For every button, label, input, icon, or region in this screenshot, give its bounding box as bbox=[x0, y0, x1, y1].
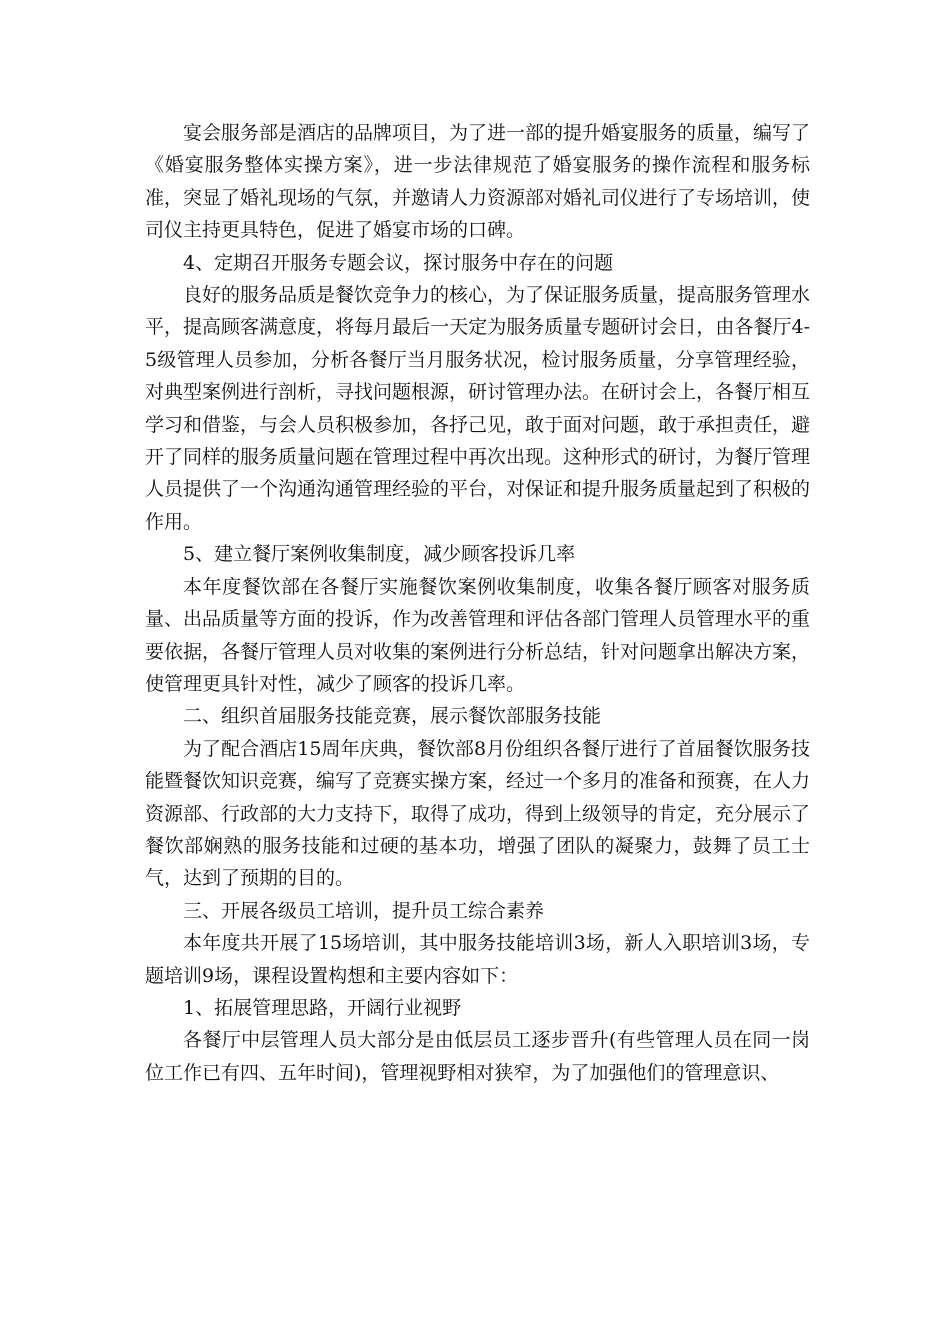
heading-case-collection: 5、建立餐厅案例收集制度，减少顾客投诉几率 bbox=[183, 543, 576, 566]
paragraph-case-collection: 本年度餐饮部在各餐厅实施餐饮案例收集制度，收集各餐厅顾客对服务质量、出品质量等方面的投诉，作为改善管理和评估各部门管理人员管理水平的重要依据，各餐厅管理人员对收集的案例进行分析总结，针对问题拿出解决方案，使管理更具针对性，减少了顾客的投诉几率。 bbox=[145, 575, 811, 695]
heading-staff-training: 三、开展各级员工培训，提升员工综合素养 bbox=[183, 899, 545, 922]
heading-skills-competition: 二、组织首届服务技能竞赛，展示餐饮部服务技能 bbox=[183, 705, 602, 728]
paragraph-banquet-service: 宴会服务部是酒店的品牌项目，为了进一部的提升婚宴服务的质量，编写了《婚宴服务整体实操方案》，进一步法律规范了婚宴服务的操作流程和服务标准，突显了婚礼现场的气氛，并邀请人力资源部对婚礼司仪进行了专场培训，使司仪主持更具特色，促进了婚宴市场的口碑。 bbox=[145, 122, 811, 242]
heading-service-meetings: 4、定期召开服务专题会议，探讨服务中存在的问题 bbox=[183, 251, 614, 274]
paragraph-skills-competition: 为了配合酒店15周年庆典，餐饮部8月份组织各餐厅进行了首届餐饮服务技能暨餐饮知识竞赛，编写了竞赛实操方案，经过一个多月的准备和预赛，在人力资源部、行政部的大力支持下，取得了成功，得到上级领导的肯定，充分展示了餐饮部娴熟的服务技能和过硬的基本功，增强了团队的凝聚力，鼓舞了员工士气，达到了预期的目的。 bbox=[145, 737, 811, 890]
paragraph-middle-managers: 各餐厅中层管理人员大部分是由低层员工逐步晋升(有些管理人员在同一岗位工作已有四、五年时间)，管理视野相对狭窄，为了加强他们的管理意识、 bbox=[145, 1029, 810, 1084]
heading-management-thinking: 1、拓展管理思路，开阔行业视野 bbox=[183, 996, 462, 1019]
paragraph-service-quality: 良好的服务品质是餐饮竞争力的核心，为了保证服务质量，提高服务管理水平，提高顾客满意度，将每月最后一天定为服务质量专题研讨会日，由各餐厅4-5级管理人员参加，分析各餐厅当月服务状况，检讨服务质量，分享管理经验，对典型案例进行剖析，寻找问题根源，研讨管理办法。在研讨会上，各餐厅相互学习和借鉴，与会人员积极参加，各抒己见，敢于面对问题，敢于承担责任，避开了同样的服务质量问题在管理过程中再次出现。这种形式的研讨，为餐厅管理人员提供了一个沟通沟通管理经验的平台，对保证和提升服务质量起到了积极的作用。 bbox=[145, 284, 811, 533]
paragraph-training-summary: 本年度共开展了15场培训，其中服务技能培训3场，新人入职培训3场，专题培训9场，课程设置构想和主要内容如下： bbox=[145, 932, 810, 987]
